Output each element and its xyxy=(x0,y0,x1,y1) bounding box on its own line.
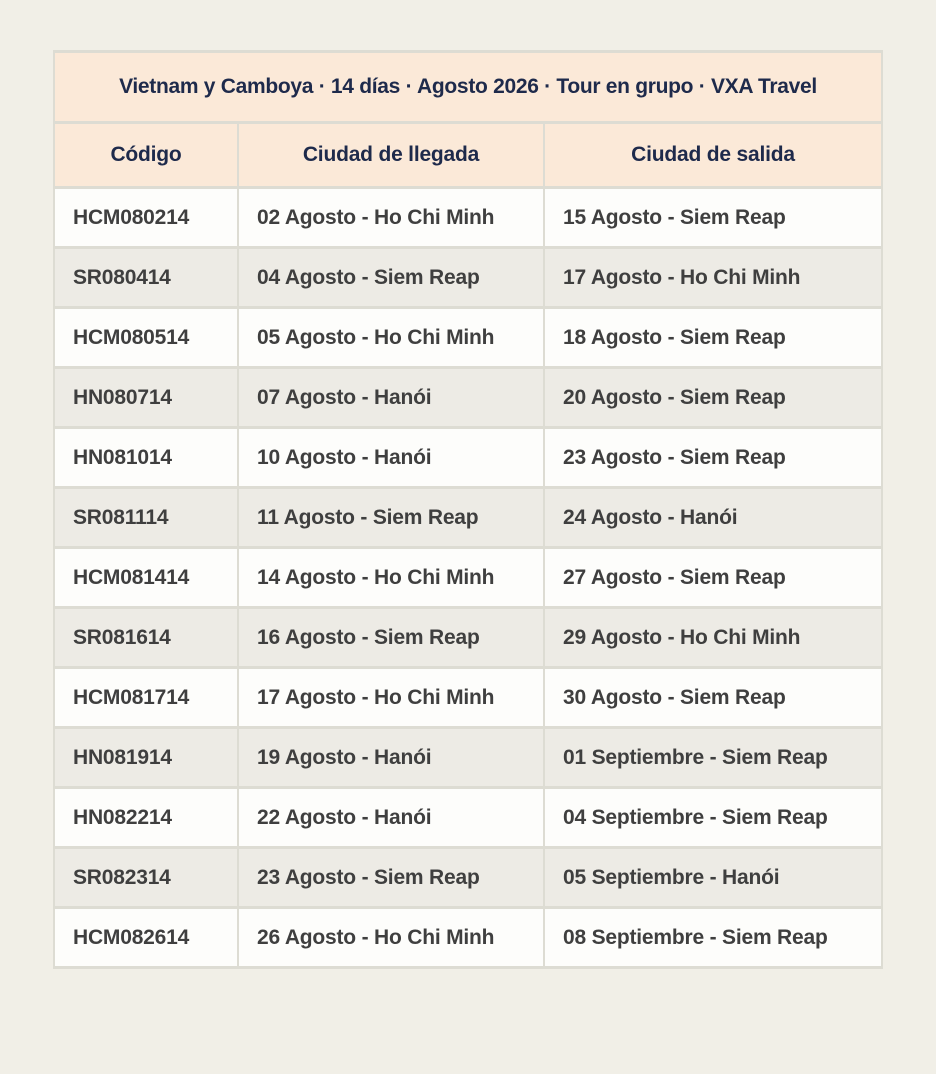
table-row xyxy=(54,548,882,608)
table-row xyxy=(54,308,882,368)
departure-city-cell: 18 Agosto - Siem Reap xyxy=(544,308,882,368)
arrival-city-cell: 14 Agosto - Ho Chi Minh xyxy=(238,548,544,608)
column-header-ciudad-salida: Ciudad de salida xyxy=(544,123,882,188)
column-header-codigo: Código xyxy=(54,123,238,188)
arrival-city-cell: 11 Agosto - Siem Reap xyxy=(238,488,544,548)
table-row xyxy=(54,488,882,548)
tour-code-cell: HN082214 xyxy=(54,788,238,848)
table-row xyxy=(54,188,882,248)
departure-city-cell: 30 Agosto - Siem Reap xyxy=(544,668,882,728)
tour-code-cell: SR082314 xyxy=(54,848,238,908)
departure-city-cell: 17 Agosto - Ho Chi Minh xyxy=(544,248,882,308)
arrival-city-cell: 10 Agosto - Hanói xyxy=(238,428,544,488)
departure-city-cell: 23 Agosto - Siem Reap xyxy=(544,428,882,488)
tour-code-cell: HN081014 xyxy=(54,428,238,488)
table-row xyxy=(54,368,882,428)
departure-city-cell: 24 Agosto - Hanói xyxy=(544,488,882,548)
tour-code-cell: SR081114 xyxy=(54,488,238,548)
tour-code-cell: HN080714 xyxy=(54,368,238,428)
arrival-city-cell: 07 Agosto - Hanói xyxy=(238,368,544,428)
tour-code-cell: HCM080214 xyxy=(54,188,238,248)
tour-code-cell: HCM081414 xyxy=(54,548,238,608)
departure-city-cell: 04 Septiembre - Siem Reap xyxy=(544,788,882,848)
tour-code-cell: HN081914 xyxy=(54,728,238,788)
arrival-city-cell: 19 Agosto - Hanói xyxy=(238,728,544,788)
table-row xyxy=(54,788,882,848)
table-row xyxy=(54,908,882,968)
table-row xyxy=(54,608,882,668)
tour-code-cell: HCM082614 xyxy=(54,908,238,968)
departure-city-cell: 01 Septiembre - Siem Reap xyxy=(544,728,882,788)
tour-code-cell: HCM080514 xyxy=(54,308,238,368)
departure-city-cell: 27 Agosto - Siem Reap xyxy=(544,548,882,608)
tour-code-cell: SR080414 xyxy=(54,248,238,308)
tour-code-cell: HCM081714 xyxy=(54,668,238,728)
table-title: Vietnam y Camboya · 14 días · Agosto 2026 · Tour en grupo · VXA Travel xyxy=(54,52,882,123)
table-row xyxy=(54,668,882,728)
table-row xyxy=(54,728,882,788)
arrival-city-cell: 02 Agosto - Ho Chi Minh xyxy=(238,188,544,248)
arrival-city-cell: 04 Agosto - Siem Reap xyxy=(238,248,544,308)
departure-city-cell: 29 Agosto - Ho Chi Minh xyxy=(544,608,882,668)
departure-city-cell: 20 Agosto - Siem Reap xyxy=(544,368,882,428)
arrival-city-cell: 17 Agosto - Ho Chi Minh xyxy=(238,668,544,728)
departure-city-cell: 15 Agosto - Siem Reap xyxy=(544,188,882,248)
table-header-row xyxy=(54,123,882,188)
arrival-city-cell: 05 Agosto - Ho Chi Minh xyxy=(238,308,544,368)
tour-code-cell: SR081614 xyxy=(54,608,238,668)
arrival-city-cell: 26 Agosto - Ho Chi Minh xyxy=(238,908,544,968)
arrival-city-cell: 23 Agosto - Siem Reap xyxy=(238,848,544,908)
tour-departures-table xyxy=(53,50,883,969)
arrival-city-cell: 16 Agosto - Siem Reap xyxy=(238,608,544,668)
table-row xyxy=(54,428,882,488)
table-row xyxy=(54,848,882,908)
column-header-ciudad-llegada: Ciudad de llegada xyxy=(238,123,544,188)
departure-city-cell: 05 Septiembre - Hanói xyxy=(544,848,882,908)
arrival-city-cell: 22 Agosto - Hanói xyxy=(238,788,544,848)
departure-city-cell: 08 Septiembre - Siem Reap xyxy=(544,908,882,968)
table-title-row xyxy=(54,52,882,123)
table-row xyxy=(54,248,882,308)
